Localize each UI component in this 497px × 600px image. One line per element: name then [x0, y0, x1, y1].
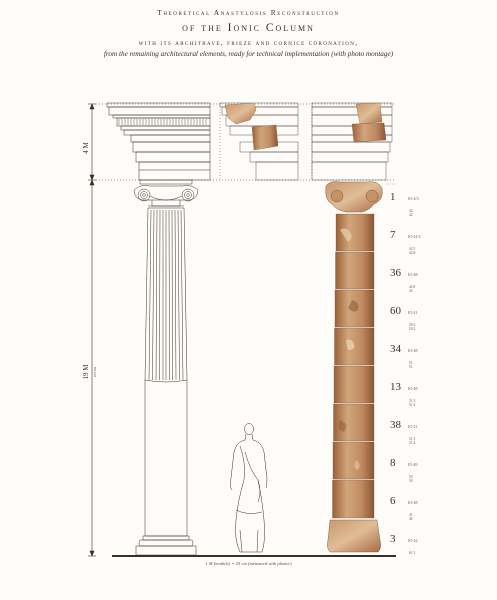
- drum-measure: 42: [409, 209, 413, 213]
- title-line-2: of the Ionic Column: [182, 22, 315, 34]
- stone-drum-7: [333, 442, 374, 479]
- title-line-1: Theoretical Anastylosis Reconstruction: [157, 8, 340, 17]
- drum-measure: 51.4: [409, 403, 416, 407]
- drum-measure: 42: [409, 289, 413, 293]
- drum-measure: 42: [409, 213, 413, 217]
- column-drawing: [134, 180, 198, 555]
- drum-number: 38: [390, 419, 401, 431]
- drum-measure: 51: [409, 361, 413, 365]
- entablature-dim-label: 4 M: [82, 142, 90, 154]
- stone-fragment-cornice: [225, 103, 256, 124]
- title-line-4: from the remaining architectural elements, ready for technical implementation (with photo montage): [103, 50, 394, 58]
- drum-measure: 61.3: [409, 551, 416, 555]
- drum-code: IO-48: [408, 500, 418, 505]
- drum-number: 1: [390, 191, 396, 203]
- drum-code: IO-49: [408, 462, 418, 467]
- drum-measure: 50.3: [409, 323, 416, 327]
- stone-fragment-frieze: [252, 125, 278, 150]
- stone-drum-8: [333, 480, 375, 518]
- drum-measure: 44.8: [409, 285, 416, 289]
- drum-measure: 51: [409, 365, 413, 369]
- drum-measure: 50: [409, 479, 413, 483]
- drum-measure: 50: [409, 475, 413, 479]
- drum-measure: 41: [409, 513, 413, 517]
- drum-code: IO-48: [408, 348, 418, 353]
- drum-code: IO-21: [408, 310, 418, 315]
- drum-number: 7: [390, 229, 396, 241]
- drum-number: 6: [390, 495, 396, 507]
- drum-measure: 42.5: [409, 247, 416, 251]
- drum-code: IO-4/5: [408, 196, 419, 201]
- title-line-3: with its architrave, frieze and cornice coronation,: [138, 39, 359, 47]
- drum-measure: 42.8: [409, 251, 416, 255]
- entablature-drawing: [107, 103, 210, 180]
- stone-drum-5: [334, 366, 374, 403]
- drum-measure: 51.5: [409, 437, 416, 441]
- drum-code: IO-48: [408, 272, 418, 277]
- drum-measure: 46: [409, 517, 413, 521]
- drum-number: 13: [390, 381, 401, 393]
- stone-fragment-cornice-right: [356, 103, 382, 124]
- drum-number: 36: [390, 267, 401, 279]
- drum-code: IO-42: [408, 538, 418, 543]
- drum-code: IO-48: [408, 386, 418, 391]
- human-figure-scale: [230, 424, 267, 553]
- stone-base: [327, 520, 380, 552]
- column-dim-sublabel: 475 cm: [93, 366, 97, 378]
- drum-code: IO-21: [408, 424, 418, 429]
- drum-measure: 50.2: [409, 327, 416, 331]
- drum-number: 3: [390, 533, 396, 545]
- drum-measure: 51.3: [409, 399, 416, 403]
- drum-number: 60: [390, 305, 401, 317]
- drum-number: 8: [390, 457, 396, 469]
- stone-fragment-frieze-right: [352, 123, 386, 142]
- stone-drum-2: [336, 252, 375, 289]
- scale-note: 1 M (module) = 25 cm (measured with plaster): [205, 561, 292, 566]
- drum-number: 34: [390, 343, 401, 355]
- stone-column-montage: [326, 182, 383, 553]
- drum-measure: 51.4: [409, 441, 416, 445]
- column-dim-label: 19 M: [82, 364, 90, 380]
- drum-code: IO-41/2: [408, 234, 421, 239]
